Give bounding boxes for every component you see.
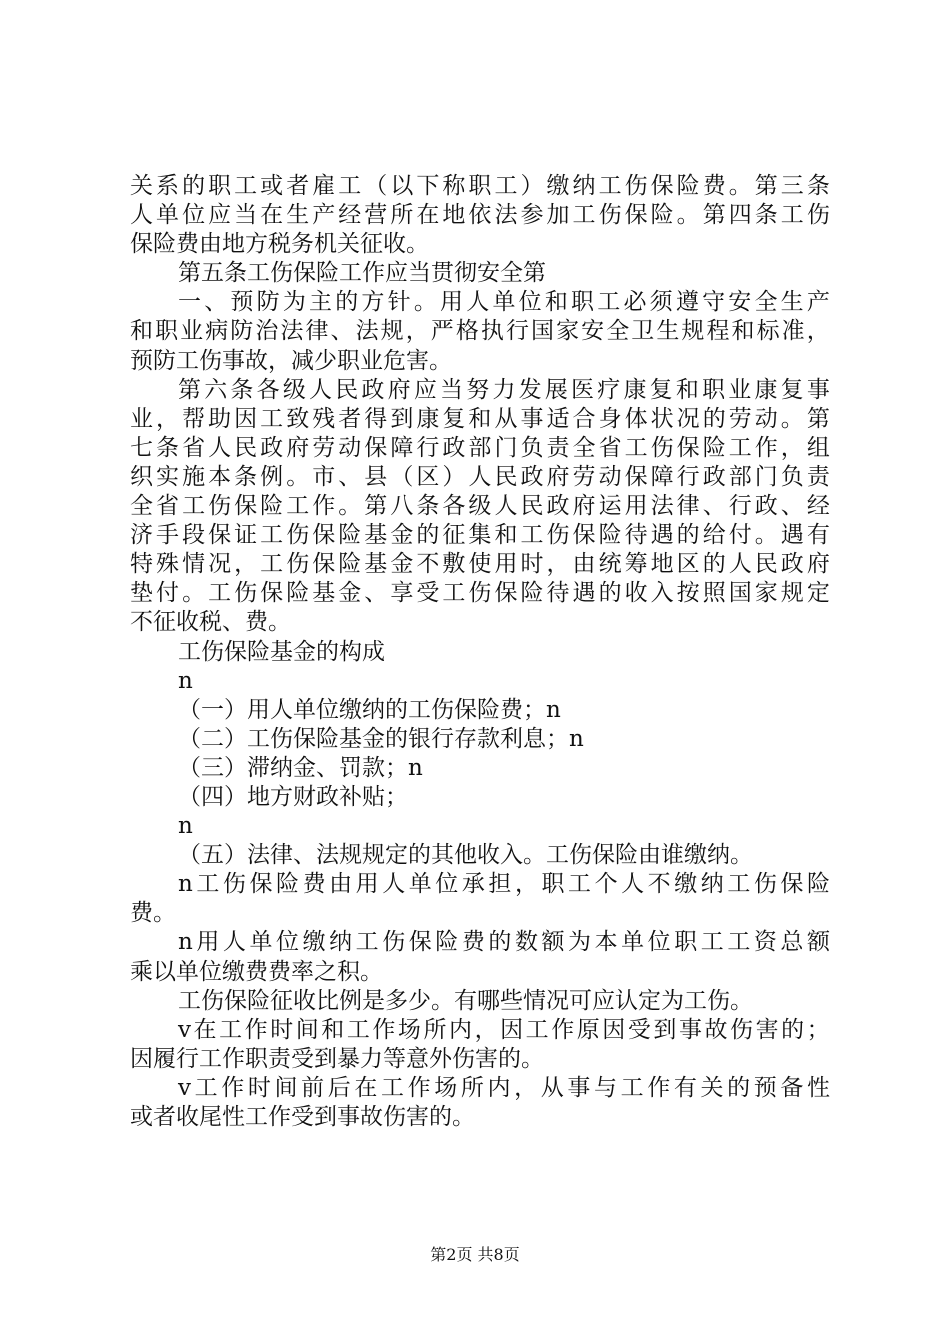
- text-line: 工伤保险基金的构成: [178, 638, 385, 665]
- text-line: n: [178, 667, 193, 694]
- text-line: v 在 工 作 时 间 和 工 作 场 所 内 ， 因 工 作 原 因 受 到 事 故 伤 害 的 ；: [178, 1016, 830, 1043]
- text-line: 七 条 省 人 民 政 府 劳 动 保 障 行 政 部 门 负 责 全 省 工 伤 保 险 工 作 ， 组: [130, 434, 830, 461]
- text-line: （三）滞纳金、罚款；n: [178, 754, 423, 781]
- text-line: n: [178, 813, 193, 840]
- text-line: 乘以单位缴费费率之积。: [130, 958, 383, 985]
- text-line: n 工 伤 保 险 费 由 用 人 单 位 承 担 ， 职 工 个 人 不 缴 纳 工 伤 保 险: [178, 871, 830, 898]
- text-line: 费。: [130, 900, 176, 927]
- text-line: 织 实 施 本 条 例 。 市 、 县 （ 区 ） 人 民 政 府 劳 动 保 障 行 政 部 门 负 责: [130, 463, 830, 490]
- text-line: 特 殊 情 况 ， 工 伤 保 险 基 金 不 敷 使 用 时 ， 由 统 筹 地 区 的 人 民 政 府: [130, 551, 830, 578]
- text-line: 因履行工作职责受到暴力等意外伤害的。: [130, 1045, 544, 1072]
- text-line: 关 系 的 职 工 或 者 雇 工 （ 以 下 称 职 工 ） 缴 纳 工 伤 保 险 费 。 第 三 条: [130, 173, 830, 199]
- text-line: （二）工伤保险基金的银行存款利息；n: [178, 725, 584, 752]
- text-line: （四）地方财政补贴；: [178, 783, 408, 810]
- text-line: 或者收尾性工作受到事故伤害的。: [130, 1104, 475, 1130]
- page-footer: 第2页 共8页: [430, 1245, 520, 1264]
- text-line: （一）用人单位缴纳的工伤保险费；n: [178, 696, 561, 723]
- text-line: 一 、 预 防 为 主 的 方 针 。 用 人 单 位 和 职 工 必 须 遵 守 安 全 生 产: [178, 289, 830, 316]
- text-line: v 工 作 时 间 前 后 在 工 作 场 所 内 ， 从 事 与 工 作 有 关 的 预 备 性: [178, 1074, 830, 1101]
- text-line: 垫 付 。 工 伤 保 险 基 金 、 享 受 工 伤 保 险 待 遇 的 收 入 按 照 国 家 规 定: [130, 580, 830, 607]
- text-line: 预防工伤事故，减少职业危害。: [130, 347, 452, 374]
- text-line: 第 六 条 各 级 人 民 政 府 应 当 努 力 发 展 医 疗 康 复 和 职 业 康 复 事: [178, 376, 830, 403]
- text-line: n 用 人 单 位 缴 纳 工 伤 保 险 费 的 数 额 为 本 单 位 职 工 工 资 总 额: [178, 929, 830, 956]
- text-line: 保险费由地方税务机关征收。: [130, 231, 429, 258]
- text-line: 济 手 段 保 证 工 伤 保 险 基 金 的 征 集 和 工 伤 保 险 待 遇 的 给 付 。 遇 有: [130, 522, 830, 549]
- text-line: 业 ， 帮 助 因 工 致 残 者 得 到 康 复 和 从 事 适 合 身 体 状 况 的 劳 动 。 第: [130, 405, 830, 432]
- text-line: （五）法律、法规规定的其他收入。工伤保险由谁缴纳。: [178, 842, 753, 869]
- text-line: 人 单 位 应 当 在 生 产 经 营 所 在 地 依 法 参 加 工 伤 保 险 。 第 四 条 工 伤: [130, 202, 830, 229]
- document-body: [130, 172, 830, 1132]
- text-line: 和 职 业 病 防 治 法 律 、 法 规 ， 严 格 执 行 国 家 安 全 卫 生 规 程 和 标 准 ，: [130, 318, 830, 345]
- text-line: 不征收税、费。: [130, 609, 291, 636]
- text-line: 工伤保险征收比例是多少。有哪些情况可应认定为工伤。: [178, 987, 753, 1014]
- text-line: 第五条工伤保险工作应当贯彻安全第: [178, 260, 546, 287]
- text-line: 全 省 工 伤 保 险 工 作 。 第 八 条 各 级 人 民 政 府 运 用 法 律 、 行 政 、 经: [130, 493, 830, 520]
